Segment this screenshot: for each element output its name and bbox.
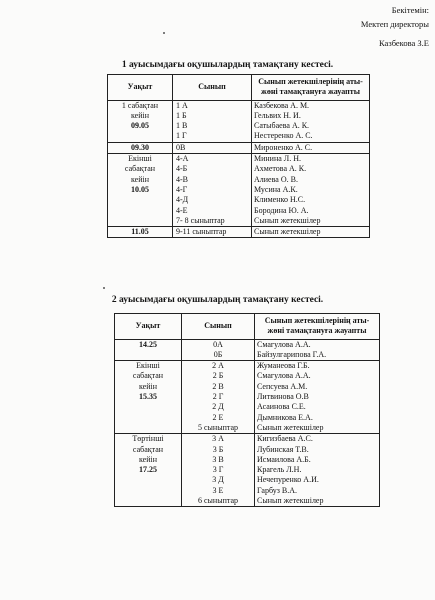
cell-line: Асаинова С.Е. [257, 402, 306, 412]
cell-line: Екінші [136, 361, 160, 371]
cell-line: Исмаилова А.Б. [257, 454, 311, 464]
table-row [108, 227, 370, 238]
teacher-cell [252, 154, 370, 227]
cell-line: Дымникова Е.А. [257, 412, 313, 422]
cell-line: кейін [138, 381, 158, 391]
cell-line: 2 А [212, 361, 224, 371]
cell-line: Сынып жетекшілер [257, 496, 324, 506]
cell-line: Мироненко А. С. [254, 142, 313, 152]
class-cell [182, 434, 255, 507]
cell-line: 7- 8 сыныптар [176, 215, 225, 225]
cell-line: 3 Е [212, 485, 224, 495]
shift1-schedule-table [107, 74, 370, 238]
cell-line: Литвинова О.В [257, 392, 309, 402]
table-row [115, 339, 380, 361]
cell-line: Мусина А.К. [254, 184, 298, 194]
cell-line: Клименко Н.С. [254, 195, 306, 205]
time-cell [108, 142, 173, 153]
teacher-cell [252, 142, 370, 153]
section2-title: 2 ауысымдағы оқушылардың тамақтану кестесі. [111, 295, 324, 305]
cell-line: 4-А [176, 154, 189, 164]
cell-line: 0В [176, 142, 186, 152]
shift2-table-body [115, 339, 380, 507]
class-cell [173, 142, 252, 153]
cell-line: Төртінші [132, 434, 164, 444]
cell-line: 11.05 [131, 227, 149, 237]
header-teachers: Сынып жетекшілерінің аты-жөні тамақтануға жауапты [252, 75, 370, 101]
cell-line: Сынып жетекшілер [257, 422, 324, 432]
teacher-cell [255, 339, 380, 361]
cell-line: 15.35 [139, 392, 157, 402]
director-name: Казбекова З.Е [379, 38, 429, 48]
cell-line: 09.30 [131, 142, 149, 152]
cell-line: 2 Д [212, 402, 224, 412]
cell-line: 4-Е [176, 205, 188, 215]
teacher-cell [255, 434, 380, 507]
cell-line: Крагель Л.Н. [257, 465, 302, 475]
cell-line: кейін [138, 454, 158, 464]
time-cell [108, 227, 173, 238]
cell-line: 1 Г [176, 131, 187, 141]
class-cell [182, 361, 255, 434]
cell-line: 3 Б [212, 444, 224, 454]
cell-line: 6 сыныптар [197, 496, 238, 506]
table-row [108, 100, 370, 142]
time-cell [115, 339, 182, 361]
cell-line: 1 А [176, 100, 188, 110]
cell-line: Ахметова А. К. [254, 164, 307, 174]
approval-label: Бекітемін: [391, 5, 429, 15]
time-cell [115, 361, 182, 434]
class-cell [182, 339, 255, 361]
cell-line: сабақтан [124, 164, 156, 174]
cell-line: Сатыбаева А. К. [254, 121, 310, 131]
cell-line: сабақтан [132, 371, 164, 381]
cell-line: Минина Л. Н. [254, 154, 301, 164]
cell-line: 10.05 [131, 184, 149, 194]
cell-line: Сынып жетекшілер [254, 227, 321, 237]
shift1-table-body [108, 100, 370, 238]
class-cell [173, 100, 252, 142]
cell-line: 5 сыныптар [197, 422, 238, 432]
cell-line: 4-Б [176, 164, 188, 174]
cell-line: Байзулгарипова Г.А. [257, 349, 327, 359]
cell-line: 09.05 [131, 121, 149, 131]
cell-line: 1 Б [176, 110, 187, 120]
teacher-cell [252, 100, 370, 142]
header-class: Сынып [173, 75, 252, 101]
cell-line: сабақтан [132, 444, 164, 454]
cell-line: 1 В [176, 121, 188, 131]
cell-line: Нечепуренко А.И. [257, 475, 319, 485]
time-cell [108, 154, 173, 227]
director-title: Мектеп директоры [360, 19, 429, 29]
cell-line: Смагулова А.А. [257, 339, 311, 349]
cell-line: 0Б [213, 349, 223, 359]
cell-line: Гельвих Н. И. [254, 110, 301, 120]
cell-line: Сынып жетекшілер [254, 215, 321, 225]
cell-line: 2 В [212, 381, 224, 391]
cell-line: 2 Е [212, 412, 224, 422]
cell-line: 9-11 сыныптар [176, 227, 227, 237]
cell-line: 3 В [212, 454, 224, 464]
class-cell [173, 154, 252, 227]
cell-line: 3 Г [212, 465, 224, 475]
teacher-cell [255, 361, 380, 434]
cell-line: 2 Б [212, 371, 224, 381]
cell-line: кейін [130, 174, 150, 184]
cell-line: Бородина Ю. А. [254, 205, 309, 215]
scan-speck [103, 287, 105, 289]
cell-line: кейін [130, 110, 150, 120]
cell-line: Казбекова А. М. [254, 100, 310, 110]
table-row [108, 154, 370, 227]
cell-line: 1 сабақтан [121, 100, 159, 110]
cell-line: 14.25 [139, 339, 157, 349]
scan-speck [163, 32, 165, 34]
time-cell [115, 434, 182, 507]
section1-title: 1 ауысымдағы оқушылардың тамақтану кестесі. [121, 60, 334, 70]
cell-line: Сепсуева А.М. [257, 381, 308, 391]
header-time: Уақыт [115, 314, 182, 340]
table-row [108, 142, 370, 153]
cell-line: Жуманеова Г.Б. [257, 361, 310, 371]
cell-line: Екінші [128, 154, 152, 164]
teacher-cell [252, 227, 370, 238]
table-row [115, 434, 380, 507]
cell-line: 4-Г [176, 184, 188, 194]
cell-line: 4-Д [176, 195, 189, 205]
cell-line: Смагулова А.А. [257, 371, 311, 381]
cell-line: 3 Д [212, 475, 224, 485]
time-cell [108, 100, 173, 142]
cell-line: Гарбуз В.А. [257, 485, 298, 495]
cell-line: Кигизбаева А.С. [257, 434, 313, 444]
approval-block [361, 4, 429, 49]
table-header-row [108, 75, 370, 101]
cell-line: 4-В [176, 174, 188, 184]
cell-line: Алиева О. В. [254, 174, 298, 184]
table-row [115, 361, 380, 434]
header-time: Уақыт [108, 75, 173, 101]
cell-line: 0А [213, 339, 223, 349]
table-header-row [115, 314, 380, 340]
cell-line: Лубинская Т.В. [257, 444, 309, 454]
header-teachers: Сынып жетекшілерінің аты-жөні тамақтануға жауапты [255, 314, 380, 340]
header-class: Сынып [182, 314, 255, 340]
cell-line: Нестеренко А. С. [254, 131, 313, 141]
cell-line: 2 Г [212, 392, 224, 402]
cell-line: 3 А [212, 434, 224, 444]
class-cell [173, 227, 252, 238]
shift2-schedule-table [114, 313, 380, 507]
cell-line: 17.25 [139, 465, 157, 475]
